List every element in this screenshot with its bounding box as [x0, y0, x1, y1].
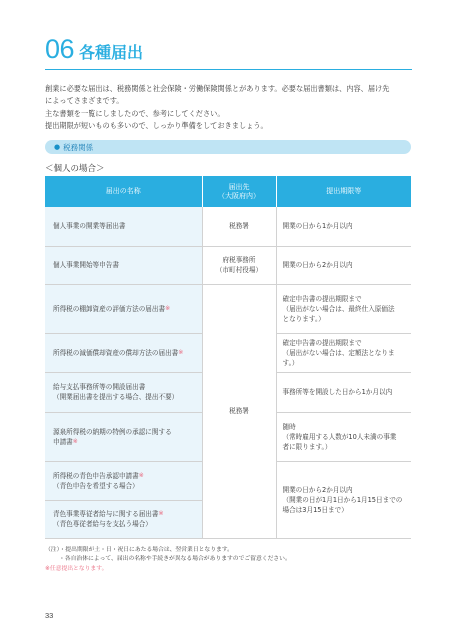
chapter-number: 06 — [45, 34, 75, 64]
row-name-line: 源泉所得税の納期の特例の承認に関する — [53, 427, 172, 436]
row-deadline: 事務所等を開設した日から1か月以内 — [276, 372, 411, 412]
row-dest — [202, 246, 276, 284]
footnote-line: ・各自治体によって、届出の名称や手続きが異なる場合がありますのでご留意ください。 — [59, 555, 291, 562]
intro-text — [45, 83, 417, 133]
section-band-tax — [45, 140, 411, 154]
col-header-name: 届出の名称 — [45, 176, 202, 207]
table-row — [45, 207, 411, 246]
footnote-line: （注）・提出期限が土・日・祝日にあたる場合は、翌営業日となります。 — [45, 547, 233, 553]
row-name — [45, 412, 202, 461]
table-row — [45, 246, 411, 284]
chapter-header — [45, 34, 143, 65]
row-deadline-line: （開業の日が1月1日から1月15日までの — [282, 495, 403, 504]
page-number: 33 — [45, 611, 54, 620]
col-header-dest — [202, 176, 276, 207]
asterisk-mark: ※ — [72, 437, 78, 445]
row-deadline-line: 場合は3月15日まで） — [282, 505, 348, 514]
row-name: 個人事業開始等申告書 — [45, 246, 202, 284]
intro-line: 創業に必要な届出は、税務関係と社会保険・労働保険関係とがあります。必要な届出書類は、内容、届け先 — [45, 84, 390, 93]
table-header-row — [45, 176, 411, 207]
row-deadline-line: （届出がない場合は、最終仕入原価法 — [282, 304, 395, 313]
asterisk-mark: ※ — [165, 304, 171, 312]
row-dest-line1: 府税事務所 — [222, 256, 256, 264]
row-deadline-line: （常時雇用する人数が10人未満の事業 — [282, 432, 397, 441]
row-deadline — [276, 461, 411, 538]
row-deadline-line: 者に限ります。） — [282, 442, 332, 451]
row-dest-line2: （市町村役場） — [215, 266, 263, 274]
row-name-line — [53, 471, 196, 481]
row-name-line: （青色専従者給与を支払う場合） — [53, 520, 152, 528]
row-name-line: 給与支払事務所等の開設届出書 — [53, 383, 146, 391]
row-name-text: 青色事業専従者給与に関する届出書 — [53, 510, 159, 518]
row-dest-merged: 税務署 — [202, 284, 276, 538]
row-name — [45, 461, 202, 500]
row-name — [45, 284, 202, 333]
intro-line: によってさまざまです。 — [45, 96, 124, 106]
row-name — [45, 372, 202, 412]
footnotes — [45, 546, 291, 574]
row-name-text: 申請書 — [53, 437, 73, 446]
row-name-line: （青色申告を希望する場合） — [53, 481, 139, 490]
header-rule — [45, 69, 412, 70]
row-deadline: 開業の日から2か月以内 — [276, 246, 411, 284]
asterisk-mark: ※ — [158, 510, 164, 517]
row-deadline-line: 確定申告書の提出期限まで — [282, 294, 362, 303]
row-deadline-line: （届出がない場合は、定額法となります。） — [282, 348, 395, 367]
row-deadline — [276, 333, 411, 372]
row-deadline — [276, 284, 411, 333]
subheading-individual: ＜個人の場合＞ — [45, 164, 105, 174]
row-name — [45, 500, 202, 538]
bullet-icon: ● — [54, 143, 61, 151]
row-name: 個人事業の開業等届出書 — [45, 207, 202, 246]
chapter-title: 各種届出 — [79, 43, 144, 62]
col-header-deadline: 提出期限等 — [276, 176, 411, 207]
row-name-line — [53, 437, 196, 447]
row-deadline-line: 確定申告書の提出期限まで — [282, 338, 362, 347]
row-name-line — [53, 509, 196, 519]
row-name — [45, 333, 202, 372]
row-name-text: 所得税の青色申告承認申請書 — [53, 471, 139, 480]
asterisk-mark: ※ — [178, 348, 184, 356]
row-name-text: 所得税の棚卸資産の評価方法の届出書 — [53, 304, 166, 313]
row-name-text: 所得税の減価償却資産の償却方法の届出書 — [53, 348, 179, 357]
row-deadline-line: 随時 — [282, 422, 296, 431]
col-header-dest-line1: 届出先 — [228, 183, 250, 191]
table-row — [45, 284, 411, 333]
asterisk-mark: ※ — [138, 471, 144, 479]
filings-table — [45, 176, 411, 539]
section-label: 税務関係 — [63, 142, 94, 152]
row-deadline: 開業の日から1か月以内 — [276, 207, 411, 246]
col-header-dest-line2: （大阪府内） — [218, 191, 260, 200]
footnote-optional: ※任意提出となります。 — [45, 566, 108, 573]
row-name-line: （開業届出書を提出する場合、提出不要） — [53, 393, 179, 401]
intro-line: 提出期限が短いものも多いので、しっかり準備をしておきましょう。 — [45, 121, 268, 131]
intro-line: 主な書類を一覧にしましたので、参考にしてください。 — [45, 108, 225, 118]
row-dest: 税務署 — [202, 207, 276, 246]
row-deadline — [276, 412, 411, 461]
row-deadline-line: 開業の日から2か月以内 — [282, 485, 353, 494]
row-deadline-line: となります。） — [282, 314, 325, 323]
